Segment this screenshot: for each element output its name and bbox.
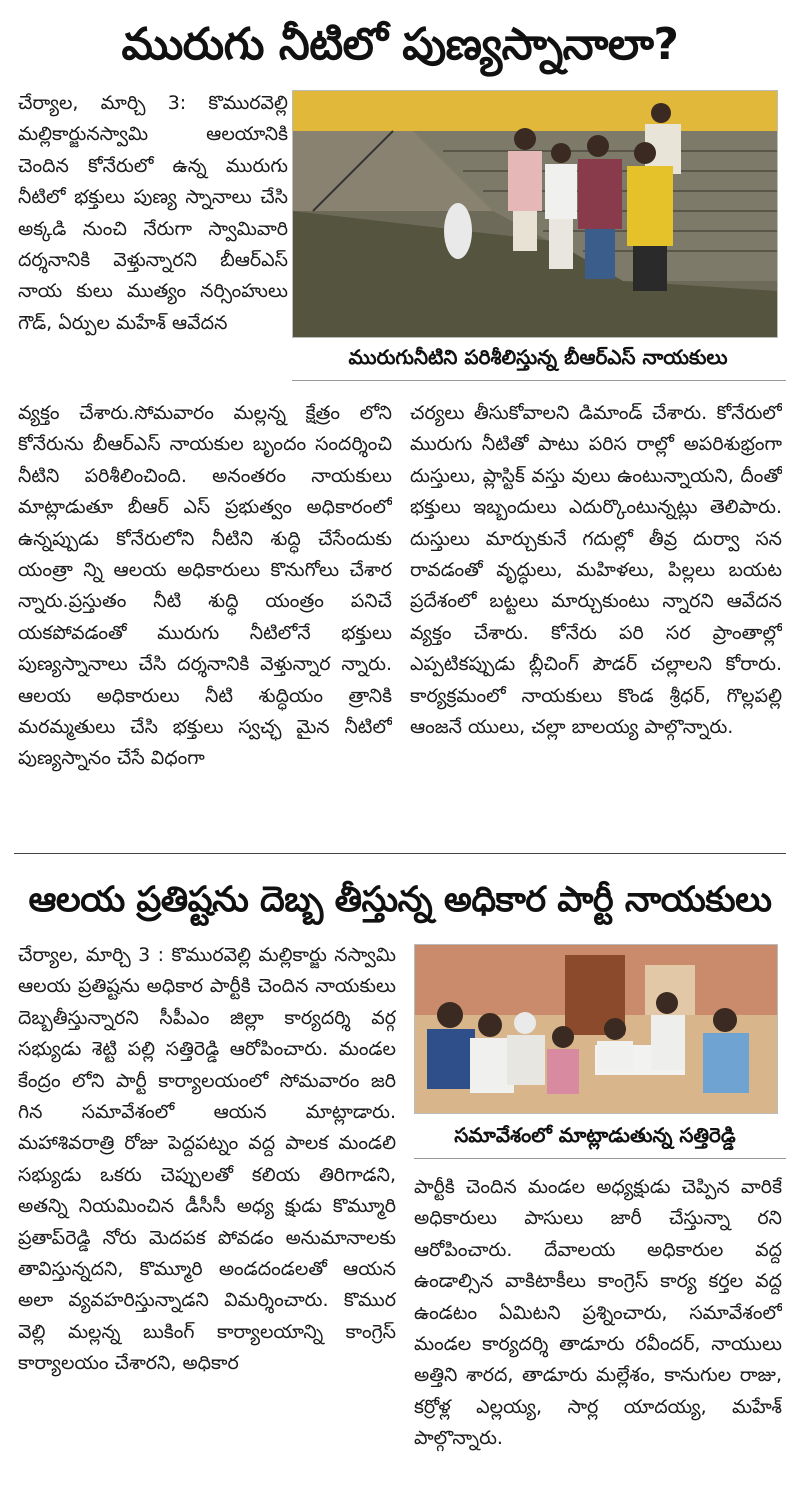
temple-pond-photo: [293, 91, 777, 337]
article-1-lead-text: చేర్యాల, మార్చి 3: కొమురవెల్లి మల్లికార్జునస్వామి ఆలయానికి చెందిన కోనేరులో ఉన్న మురుగు నీటిలో భక్తులు పుణ్య స్నానాలు చేసి అక్కడి నుంచి నేరుగా స్వామివారి దర్శనానికి వెళ్తున్నారని బీఆర్ఎస్ నాయ కులు ముత్యం నర్సింహులు గౌడ్, ఏర్పుల మహేశ్ ఆవేదన: [18, 92, 288, 334]
headline-1: మురుగు నీటిలో పుణ్యస్నానాలా?: [121, 19, 679, 70]
caption-rule: [414, 1158, 786, 1159]
article-1-left-text: వ్యక్తం చేశారు.సోమవారం మల్లన్న క్షేత్రం లోని కోనేరును బీఆర్ఎస్ నాయకుల బృందం సందర్శించి నీటిని పరిశీలించింది. అనంతరం నాయకులు మాట్లాడుతూ బీఆర్ ఎస్ ప్రభుత్వం అధికారంలో ఉన్నప్పుడు కోనేరులోని నీటిని శుద్ధి చేసేందుకు యంత్రా న్ని ఆలయ అధికారులు కొనుగోలు చేశార న్నారు.ప్రస్తుతం నీటి శుద్ధి యంత్రం పనిచే యకపోవడంతో మురుగు నీటిలోనే భక్తులు పుణ్యస్నానాలు చేసి దర్శనానికి వెళ్తున్నార న్నారు. ఆలయ అధికారులు నీటి శుద్ధియం త్రానికి మరమ్మతులు చేసి భక్తులు స్వచ్ఛ మైన నీటిలో పుణ్యస్నానం చేసే విధంగా: [18, 402, 392, 770]
article-2: [0, 860, 800, 1498]
article-2-photo: [414, 944, 778, 1114]
article-1-photo: [292, 90, 778, 338]
meeting-photo: [415, 945, 777, 1113]
article-1-caption: మురుగునీటిని పరిశీలిస్తున్న బీఆర్ఎస్ నాయకులు: [348, 345, 728, 369]
article-2-caption: సమావేశంలో మాట్లాడుతున్న సత్తిరెడ్డి: [454, 1123, 736, 1147]
article-1-right-text: చర్యలు తీసుకోవాలని డిమాండ్ చేశారు. కోనేరులో మురుగు నీటితో పాటు పరిస రాల్లో అపరిశుభ్రంగా దుస్తులు, ప్లాస్టిక్ వస్తు వులు ఉంటున్నాయని, దీంతో భక్తులు ఇబ్బందులు ఎదుర్కొంటున్నట్లు తెలిపారు. దుస్తులు మార్చుకునే గదుల్లో తీవ్ర దుర్వా సన రావడంతో వృద్ధులు, మహిళలు, పిల్లలు బయట ప్రదేశంలో బట్టలు మార్చుకుంటు న్నారని ఆవేదన వ్యక్తం చేశారు. కోనేరు పరి సర ప్రాంతాల్లో ఎప్పటికప్పుడు బ్లీచింగ్ పౌడర్ చల్లాలని కోరారు. కార్యక్రమంలో నాయకులు కొండ శ్రీధర్, గొల్లపల్లి ఆంజనే యులు, చల్లా బాలయ్య పాల్గొన్నారు.: [410, 402, 782, 739]
caption-rule: [292, 380, 786, 381]
headline-2: ఆలయ ప్రతిష్టను దెబ్బ తీస్తున్న అధికార పార్టీ నాయకులు: [28, 880, 772, 920]
article-2-left-text: చేర్యాల, మార్చి 3 : కొమురవెల్లి మల్లికార్జు నస్వామి ఆలయ ప్రతిష్టను అధికార పార్టీకి చెందిన నాయకులు దెబ్బతీస్తున్నారని సీపీఎం జిల్లా కార్యదర్శి వర్గ సభ్యుడు శెట్టి పల్లి సత్తిరెడ్డి ఆరోపించారు. మండల కేంద్రం లోని పార్టీ కార్యాలయంలో సోమవారం జరి గిన సమావేశంలో ఆయన మాట్లాడారు. మహాశివరాత్రి రోజు పెద్దపట్నం వద్ద పాలక మండలి సభ్యుడు ఒకరు చెప్పులతో కలియ తిరిగాడని, అతన్ని నియమించిన డీసీసీ అధ్య క్షుడు కొమ్మూరి ప్రతాప్‌రెడ్డి నోరు మెదపక పోవడం అనుమానాలకు తావిస్తున్నదని, కొమ్మూరి అండదండలతో ఆయన అలా వ్యవహరిస్తున్నాడని విమర్శించారు. కొముర వెల్లి మల్లన్న బుకింగ్ కార్యాలయాన్ని కాంగ్రెస్ కార్యాలయం చేశారని, అధికార: [18, 944, 396, 1375]
article-divider: [14, 853, 786, 854]
article-2-right-text: పార్టీకి చెందిన మండల అధ్యక్షుడు చెప్పిన వారికే అధికారులు పాసులు జారీ చేస్తున్నా రని ఆరోపించారు. దేవాలయ అధికారుల వద్ద ఉండాల్సిన వాకిటాకీలు కాంగ్రెస్ కార్య కర్తల వద్ద ఉండటం ఏమిటని ప్రశ్నించారు, సమావేశంలో మండల కార్యదర్శి తాడూరు రవీందర్, నాయులు అత్తిని శారద, తాడూరు మల్లేశం, కానుగుల రాజు, కర్రోళ్ల ఎల్లయ్య, సార్ల యాదయ్య, మహేశ్ పాల్గొన్నారు.: [414, 1176, 782, 1450]
